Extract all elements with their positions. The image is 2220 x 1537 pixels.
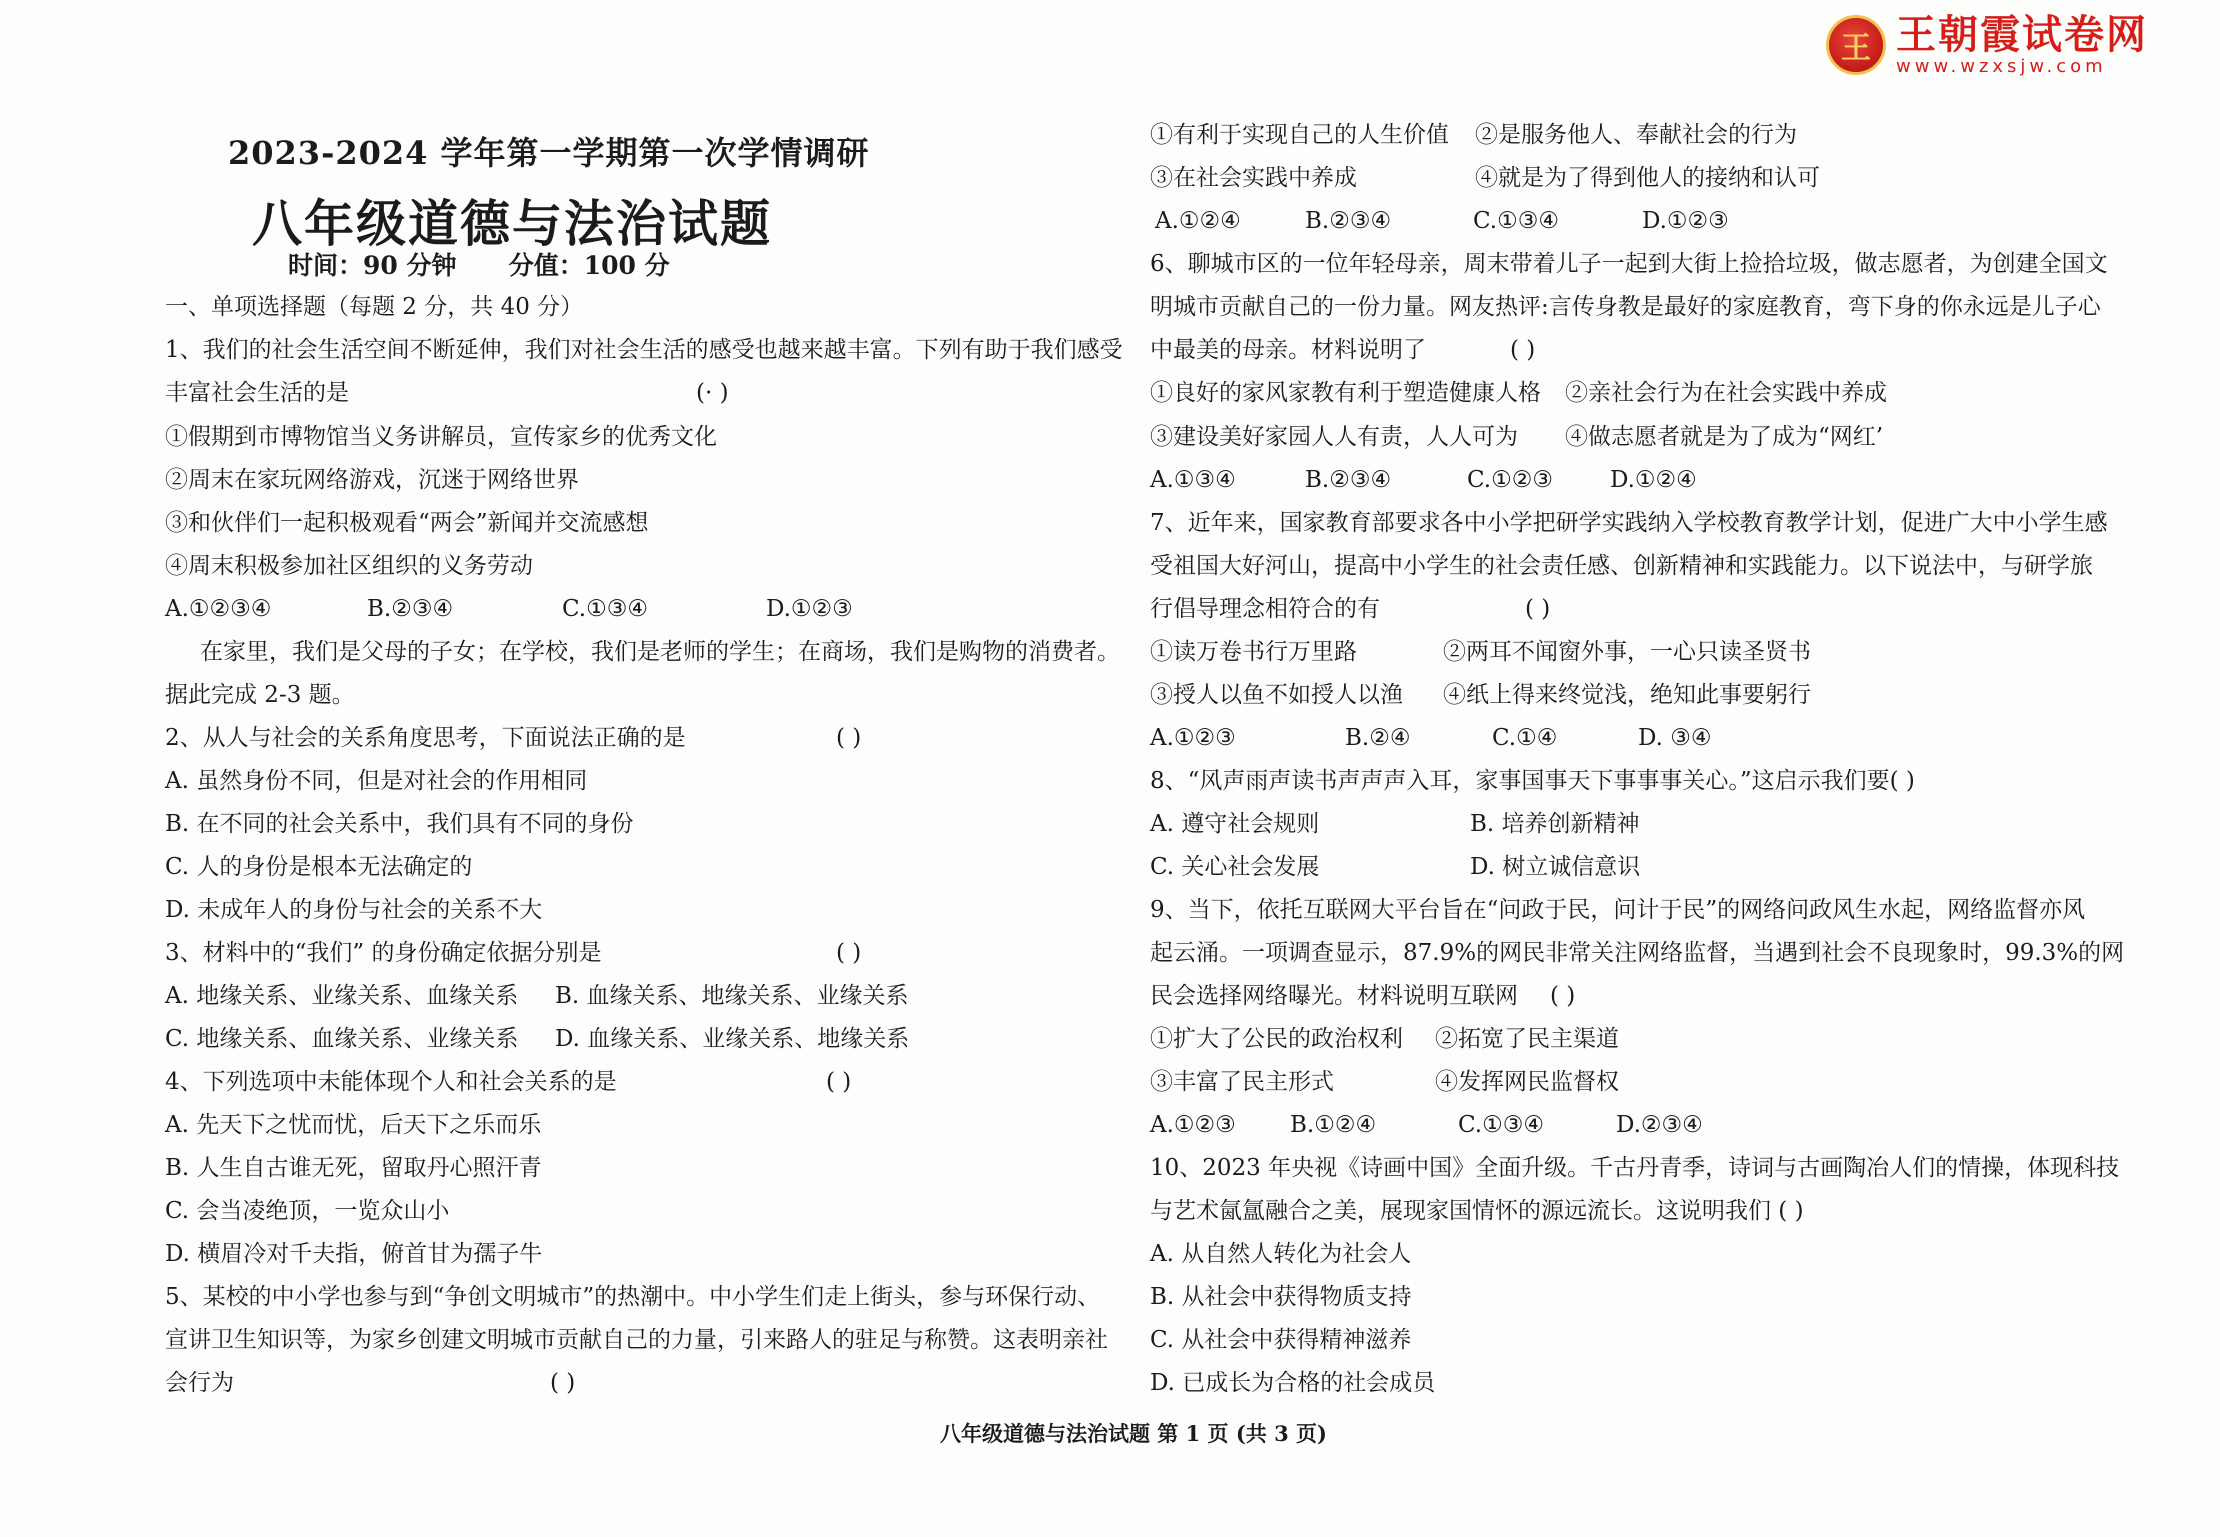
q9-option-a: A.①②③	[1150, 1112, 1236, 1138]
q2-stem: 2、从人与社会的关系角度思考，下面说法正确的是	[165, 725, 686, 751]
q1-stem-line1: 1、我们的社会生活空间不断延伸，我们对社会生活的感受也越来越丰富。下列有助于我们感受	[165, 337, 1123, 363]
q9-item-3: ③丰富了民主形式	[1150, 1069, 1334, 1095]
q1-option-c: C.①③④	[562, 596, 648, 622]
q7-item-2: ②两耳不闻窗外事，一心只读圣贤书	[1443, 639, 1811, 665]
q6-stem-line2: 明城市贡献自己的一份力量。网友热评:言传身教是最好的家庭教育，弯下身的你永远是儿子心	[1150, 294, 2101, 320]
page-footer: 八年级道德与法治试题 第 1 页 (共 3 页)	[940, 1421, 1327, 1446]
q4-stem: 4、下列选项中未能体现个人和社会关系的是	[165, 1069, 617, 1095]
q2-option-a: A. 虽然身份不同，但是对社会的作用相同	[165, 768, 588, 794]
q8-option-b: B. 培养创新精神	[1470, 811, 1640, 837]
q7-item-4: ④纸上得来终觉浅，绝知此事要躬行	[1443, 682, 1811, 708]
q4-option-a: A. 先天下之忧而忧，后天下之乐而乐	[165, 1112, 542, 1138]
q6-option-c: C.①②③	[1467, 467, 1553, 493]
q5-item-3: ③在社会实践中养成	[1150, 165, 1357, 191]
logo-name: 王朝霞试卷网	[1896, 12, 2148, 58]
q7-item-1: ①读万卷书行万里路	[1150, 639, 1357, 665]
q5-option-a: A.①②④	[1155, 208, 1241, 234]
q10-option-b: B. 从社会中获得物质支持	[1150, 1284, 1412, 1310]
q9-item-4: ④发挥网民监督权	[1435, 1069, 1619, 1095]
q3-option-c: C. 地缘关系、血缘关系、业缘关系	[165, 1026, 519, 1052]
section-heading: 一、单项选择题（每题 2 分，共 40 分）	[165, 294, 584, 320]
q10-stem-line2: 与艺术氤氲融合之美，展现家国情怀的源远流长。这说明我们 ( )	[1150, 1198, 1804, 1224]
exam-title: 八年级道德与法治试题	[252, 194, 772, 253]
q9-item-2: ②拓宽了民主渠道	[1435, 1026, 1619, 1052]
q1-item-1: ①假期到市博物馆当义务讲解员，宣传家乡的优秀文化	[165, 424, 717, 450]
q10-option-d: D. 已成长为合格的社会成员	[1150, 1370, 1436, 1396]
q7-option-a: A.①②③	[1150, 725, 1236, 751]
q1-item-3: ③和伙伴们一起积极观看“两会”新闻并交流感想	[165, 510, 649, 536]
site-logo	[1826, 10, 2148, 80]
q9-stem-line3: 民会选择网络曝光。材料说明互联网	[1150, 983, 1518, 1009]
q6-answer-blank: ( )	[1510, 337, 1536, 363]
q3-option-a: A. 地缘关系、业缘关系、血缘关系	[165, 983, 519, 1009]
q9-answer-blank: ( )	[1550, 983, 1576, 1009]
q2-option-d: D. 未成年人的身份与社会的关系不大	[165, 897, 543, 923]
q9-item-1: ①扩大了公民的政治权利	[1150, 1026, 1403, 1052]
q9-stem-line2: 起云涌。一项调查显示，87.9%的网民非常关注网络监督，当遇到社会不良现象时，99.3%的网	[1150, 940, 2125, 966]
material-line2: 据此完成 2-3 题。	[165, 682, 355, 708]
q10-option-a: A. 从自然人转化为社会人	[1150, 1241, 1412, 1267]
q10-option-c: C. 从社会中获得精神滋养	[1150, 1327, 1412, 1353]
q2-option-c: C. 人的身份是根本无法确定的	[165, 854, 473, 880]
q5-option-d: D.①②③	[1642, 208, 1729, 234]
q3-stem: 3、材料中的“我们” 的身份确定依据分别是	[165, 940, 602, 966]
logo-url: www.wzxsjw.com	[1896, 56, 2107, 77]
material-line1: 在家里，我们是父母的子女；在学校，我们是老师的学生；在商场，我们是购物的消费者。	[200, 639, 1120, 665]
q5-option-c: C.①③④	[1473, 208, 1559, 234]
q7-stem-line1: 7、近年来，国家教育部要求各中小学把研学实践纳入学校教育教学计划，促进广大中小学生感	[1150, 510, 2108, 536]
q10-stem-line1: 10、2023 年央视《诗画中国》全面升级。千古丹青季，诗词与古画陶冶人们的情操，体现科技	[1150, 1155, 2120, 1181]
q8-option-a: A. 遵守社会规则	[1150, 811, 1320, 837]
q1-option-a: A.①②③④	[165, 596, 272, 622]
q6-item-3: ③建设美好家园人人有责，人人可为	[1150, 424, 1518, 450]
q8-option-d: D. 树立诚信意识	[1470, 854, 1641, 880]
seal-glyph: 王	[1841, 31, 1871, 66]
q4-option-d: D. 横眉冷对千夫指，俯首甘为孺子牛	[165, 1241, 543, 1267]
q6-stem-line1: 6、聊城市区的一位年轻母亲，周末带着儿子一起到大街上捡拾垃圾，做志愿者，为创建全国文	[1150, 251, 2108, 277]
q7-option-c: C.①④	[1492, 725, 1558, 751]
q1-stem-line2: 丰富社会生活的是	[165, 380, 349, 406]
q4-option-c: C. 会当凌绝顶，一览众山小	[165, 1198, 450, 1224]
q5-stem-line3: 会行为	[165, 1370, 234, 1396]
q7-option-b: B.②④	[1345, 725, 1411, 751]
seal-icon	[1826, 15, 1886, 75]
exam-time-score: 时间：90 分钟 分值：100 分	[288, 251, 670, 280]
q4-answer-blank: ( )	[826, 1069, 852, 1095]
q6-option-b: B.②③④	[1305, 467, 1392, 493]
q7-item-3: ③授人以鱼不如授人以渔	[1150, 682, 1403, 708]
q8-stem: 8、“风声雨声读书声声声入耳，家事国事天下事事事关心。”这启示我们要( )	[1150, 768, 1915, 794]
q5-stem-line2: 宣讲卫生知识等，为家乡创建文明城市贡献自己的力量，引来路人的驻足与称赞。这表明亲社	[165, 1327, 1108, 1353]
q7-stem-line3: 行倡导理念相符合的有	[1150, 596, 1380, 622]
q9-stem-line1: 9、当下，依托互联网大平台旨在“问政于民，问计于民”的网络问政风生水起，网络监督亦风	[1150, 897, 2086, 923]
q9-option-d: D.②③④	[1616, 1112, 1703, 1138]
q5-item-2: ②是服务他人、奉献社会的行为	[1475, 122, 1797, 148]
q6-item-4: ④做志愿者就是为了成为“网红’	[1565, 424, 1884, 450]
q1-option-b: B.②③④	[367, 596, 454, 622]
q7-option-d: D. ③④	[1638, 725, 1712, 751]
q6-item-2: ②亲社会行为在社会实践中养成	[1565, 380, 1887, 406]
q3-option-b: B. 血缘关系、地缘关系、业缘关系	[555, 983, 909, 1009]
q3-answer-blank: ( )	[836, 940, 862, 966]
q5-item-1: ①有利于实现自己的人生价值	[1150, 122, 1449, 148]
q1-answer-blank: (· )	[696, 380, 729, 406]
q2-option-b: B. 在不同的社会关系中，我们具有不同的身份	[165, 811, 634, 837]
q5-stem-line1: 5、某校的中小学也参与到“争创文明城市”的热潮中。中小学生们走上街头，参与环保行动、	[165, 1284, 1101, 1310]
q1-item-4: ④周末积极参加社区组织的义务劳动	[165, 553, 533, 579]
q6-option-a: A.①③④	[1150, 467, 1236, 493]
q6-option-d: D.①②④	[1610, 467, 1697, 493]
q5-answer-blank: ( )	[550, 1370, 576, 1396]
q6-item-1: ①良好的家风家教有利于塑造健康人格	[1150, 380, 1541, 406]
exam-term: 2023-2024 学年第一学期第一次学情调研	[228, 134, 870, 172]
logo-text	[1896, 13, 2148, 77]
q4-option-b: B. 人生自古谁无死，留取丹心照汗青	[165, 1155, 542, 1181]
q6-stem-line3: 中最美的母亲。材料说明了	[1150, 337, 1426, 363]
q8-option-c: C. 关心社会发展	[1150, 854, 1320, 880]
q9-option-c: C.①③④	[1458, 1112, 1544, 1138]
q7-answer-blank: ( )	[1525, 596, 1551, 622]
q5-item-4: ④就是为了得到他人的接纳和认可	[1475, 165, 1820, 191]
q2-answer-blank: ( )	[836, 725, 862, 751]
q1-option-d: D.①②③	[766, 596, 853, 622]
q7-stem-line2: 受祖国大好河山，提高中小学生的社会责任感、创新精神和实践能力。以下说法中，与研学旅	[1150, 553, 2093, 579]
q1-item-2: ②周末在家玩网络游戏，沉迷于网络世界	[165, 467, 579, 493]
q9-option-b: B.①②④	[1290, 1112, 1377, 1138]
q3-option-d: D. 血缘关系、业缘关系、地缘关系	[555, 1026, 910, 1052]
q5-option-b: B.②③④	[1305, 208, 1392, 234]
